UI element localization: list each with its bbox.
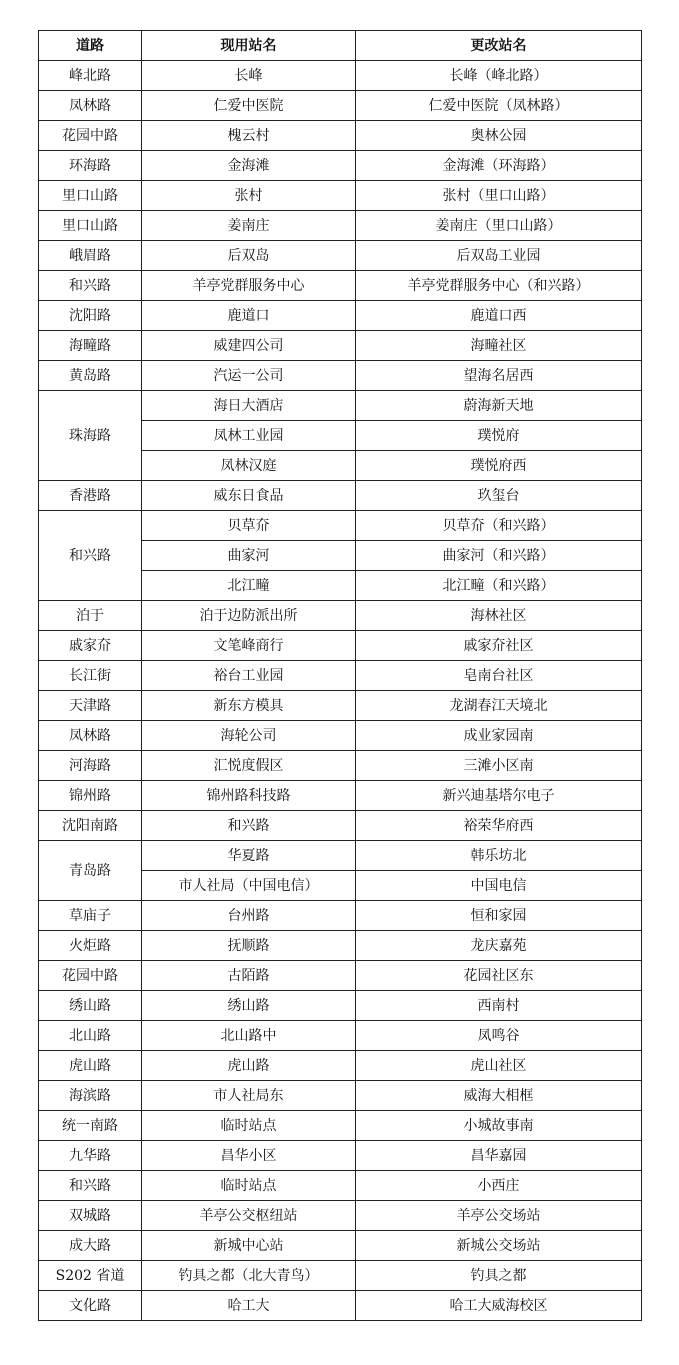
table-row	[39, 1021, 642, 1051]
current-name-cell: 华夏路	[142, 841, 356, 871]
renamed-cell: 张村（里口山路）	[356, 181, 642, 211]
road-cell: 天津路	[39, 691, 142, 721]
table-row	[39, 1081, 642, 1111]
table-row	[39, 331, 642, 361]
renamed-cell: 曲家河（和兴路）	[356, 541, 642, 571]
current-name-cell: 古陌路	[142, 961, 356, 991]
road-cell: 峨眉路	[39, 241, 142, 271]
current-name-cell: 新城中心站	[142, 1231, 356, 1261]
renamed-cell: 成业家园南	[356, 721, 642, 751]
table-row	[39, 841, 642, 871]
renamed-cell: 虎山社区	[356, 1051, 642, 1081]
road-cell: 和兴路	[39, 271, 142, 301]
table-row	[39, 631, 642, 661]
current-name-cell: 北江疃	[142, 571, 356, 601]
road-cell: 九华路	[39, 1141, 142, 1171]
current-name-cell: 锦州路科技路	[142, 781, 356, 811]
table-row	[39, 391, 642, 421]
current-name-cell: 裕台工业园	[142, 661, 356, 691]
road-cell: 草庙子	[39, 901, 142, 931]
road-cell: 花园中路	[39, 121, 142, 151]
renamed-cell: 新兴迪基塔尔电子	[356, 781, 642, 811]
table-row	[39, 481, 642, 511]
road-cell: 黄岛路	[39, 361, 142, 391]
renamed-cell: 金海滩（环海路）	[356, 151, 642, 181]
renamed-cell: 小城故事南	[356, 1111, 642, 1141]
renamed-cell: 姜南庄（里口山路）	[356, 211, 642, 241]
table-body	[39, 61, 642, 1321]
current-name-cell: 威建四公司	[142, 331, 356, 361]
renamed-cell: 仁爱中医院（凤林路）	[356, 91, 642, 121]
renamed-cell: 海疃社区	[356, 331, 642, 361]
road-cell: 北山路	[39, 1021, 142, 1051]
table-row	[39, 1261, 642, 1291]
current-name-cell: 临时站点	[142, 1111, 356, 1141]
road-cell: 海滨路	[39, 1081, 142, 1111]
road-cell: 锦州路	[39, 781, 142, 811]
road-cell: 凤林路	[39, 721, 142, 751]
road-cell: 和兴路	[39, 1171, 142, 1201]
current-name-cell: 羊亭党群服务中心	[142, 271, 356, 301]
road-cell: 河海路	[39, 751, 142, 781]
renamed-cell: 小西庄	[356, 1171, 642, 1201]
road-cell: 峰北路	[39, 61, 142, 91]
current-name-cell: 凤林工业园	[142, 421, 356, 451]
renamed-cell: 玖玺台	[356, 481, 642, 511]
renamed-cell: 花园社区东	[356, 961, 642, 991]
road-cell: 泊于	[39, 601, 142, 631]
road-cell: 海疃路	[39, 331, 142, 361]
renamed-cell: 后双岛工业园	[356, 241, 642, 271]
road-cell: 绣山路	[39, 991, 142, 1021]
current-name-cell: 昌华小区	[142, 1141, 356, 1171]
current-name-cell: 北山路中	[142, 1021, 356, 1051]
road-cell: 和兴路	[39, 511, 142, 601]
road-cell: 统一南路	[39, 1111, 142, 1141]
current-name-cell: 后双岛	[142, 241, 356, 271]
renamed-cell: 新城公交场站	[356, 1231, 642, 1261]
table-row	[39, 271, 642, 301]
table-row	[39, 181, 642, 211]
table-row	[39, 241, 642, 271]
road-cell: 双城路	[39, 1201, 142, 1231]
table-row	[39, 1141, 642, 1171]
road-cell: 长江街	[39, 661, 142, 691]
renamed-cell: 昌华嘉园	[356, 1141, 642, 1171]
table-row	[39, 721, 642, 751]
road-cell: 虎山路	[39, 1051, 142, 1081]
renamed-cell: 龙湖春江天境北	[356, 691, 642, 721]
road-cell: 文化路	[39, 1291, 142, 1321]
current-name-cell: 仁爱中医院	[142, 91, 356, 121]
table-row	[39, 361, 642, 391]
table-row	[39, 511, 642, 541]
renamed-cell: 龙庆嘉苑	[356, 931, 642, 961]
renamed-cell: 璞悦府	[356, 421, 642, 451]
renamed-cell: 钓具之都	[356, 1261, 642, 1291]
road-cell: 成大路	[39, 1231, 142, 1261]
table-row	[39, 121, 642, 151]
table-row	[39, 781, 642, 811]
road-cell: 里口山路	[39, 181, 142, 211]
current-name-cell: 钓具之都（北大青鸟）	[142, 1261, 356, 1291]
header-new-name: 更改站名	[356, 31, 642, 61]
current-name-cell: 市人社局东	[142, 1081, 356, 1111]
current-name-cell: 槐云村	[142, 121, 356, 151]
renamed-cell: 凤鸣谷	[356, 1021, 642, 1051]
current-name-cell: 文笔峰商行	[142, 631, 356, 661]
table-row	[39, 1201, 642, 1231]
table-row	[39, 661, 642, 691]
road-cell: 凤林路	[39, 91, 142, 121]
table-row	[39, 691, 642, 721]
table-row	[39, 1111, 642, 1141]
road-cell: 戚家夼	[39, 631, 142, 661]
renamed-cell: 贝草夼（和兴路）	[356, 511, 642, 541]
road-cell: 青岛路	[39, 841, 142, 901]
current-name-cell: 曲家河	[142, 541, 356, 571]
current-name-cell: 和兴路	[142, 811, 356, 841]
table-row	[39, 601, 642, 631]
renamed-cell: 鹿道口西	[356, 301, 642, 331]
road-cell: 珠海路	[39, 391, 142, 481]
current-name-cell: 哈工大	[142, 1291, 356, 1321]
renamed-cell: 韩乐坊北	[356, 841, 642, 871]
current-name-cell: 临时站点	[142, 1171, 356, 1201]
table-row	[39, 151, 642, 181]
current-name-cell: 长峰	[142, 61, 356, 91]
table-row	[39, 1171, 642, 1201]
current-name-cell: 羊亭公交枢纽站	[142, 1201, 356, 1231]
road-cell: S202 省道	[39, 1261, 142, 1291]
renamed-cell: 威海大相框	[356, 1081, 642, 1111]
renamed-cell: 海林社区	[356, 601, 642, 631]
table-row	[39, 751, 642, 781]
renamed-cell: 西南村	[356, 991, 642, 1021]
station-rename-table	[38, 30, 642, 1321]
current-name-cell: 海轮公司	[142, 721, 356, 751]
table-row	[39, 211, 642, 241]
renamed-cell: 恒和家园	[356, 901, 642, 931]
current-name-cell: 虎山路	[142, 1051, 356, 1081]
current-name-cell: 鹿道口	[142, 301, 356, 331]
road-cell: 里口山路	[39, 211, 142, 241]
renamed-cell: 璞悦府西	[356, 451, 642, 481]
current-name-cell: 抚顺路	[142, 931, 356, 961]
current-name-cell: 张村	[142, 181, 356, 211]
renamed-cell: 北江疃（和兴路）	[356, 571, 642, 601]
table-row	[39, 1051, 642, 1081]
road-cell: 沈阳路	[39, 301, 142, 331]
current-name-cell: 威东日食品	[142, 481, 356, 511]
table-row	[39, 301, 642, 331]
current-name-cell: 台州路	[142, 901, 356, 931]
table-header-row	[39, 31, 642, 61]
road-cell: 火炬路	[39, 931, 142, 961]
renamed-cell: 哈工大威海校区	[356, 1291, 642, 1321]
renamed-cell: 皂南台社区	[356, 661, 642, 691]
header-current-name: 现用站名	[142, 31, 356, 61]
current-name-cell: 凤林汉庭	[142, 451, 356, 481]
road-cell: 环海路	[39, 151, 142, 181]
current-name-cell: 泊于边防派出所	[142, 601, 356, 631]
renamed-cell: 羊亭党群服务中心（和兴路）	[356, 271, 642, 301]
table-row	[39, 961, 642, 991]
table-row	[39, 811, 642, 841]
renamed-cell: 羊亭公交场站	[356, 1201, 642, 1231]
current-name-cell: 新东方模具	[142, 691, 356, 721]
road-cell: 沈阳南路	[39, 811, 142, 841]
current-name-cell: 绣山路	[142, 991, 356, 1021]
table-row	[39, 901, 642, 931]
renamed-cell: 长峰（峰北路）	[356, 61, 642, 91]
table-row	[39, 1231, 642, 1261]
renamed-cell: 三滩小区南	[356, 751, 642, 781]
current-name-cell: 贝草夼	[142, 511, 356, 541]
renamed-cell: 蔚海新天地	[356, 391, 642, 421]
table-row	[39, 1291, 642, 1321]
table-row	[39, 61, 642, 91]
renamed-cell: 中国电信	[356, 871, 642, 901]
current-name-cell: 海日大酒店	[142, 391, 356, 421]
table-row	[39, 931, 642, 961]
table-row	[39, 91, 642, 121]
current-name-cell: 市人社局（中国电信）	[142, 871, 356, 901]
table-row	[39, 991, 642, 1021]
renamed-cell: 戚家夼社区	[356, 631, 642, 661]
current-name-cell: 汽运一公司	[142, 361, 356, 391]
current-name-cell: 汇悦度假区	[142, 751, 356, 781]
header-road: 道路	[39, 31, 142, 61]
renamed-cell: 奥林公园	[356, 121, 642, 151]
renamed-cell: 望海名居西	[356, 361, 642, 391]
renamed-cell: 裕荣华府西	[356, 811, 642, 841]
road-cell: 花园中路	[39, 961, 142, 991]
current-name-cell: 姜南庄	[142, 211, 356, 241]
road-cell: 香港路	[39, 481, 142, 511]
current-name-cell: 金海滩	[142, 151, 356, 181]
